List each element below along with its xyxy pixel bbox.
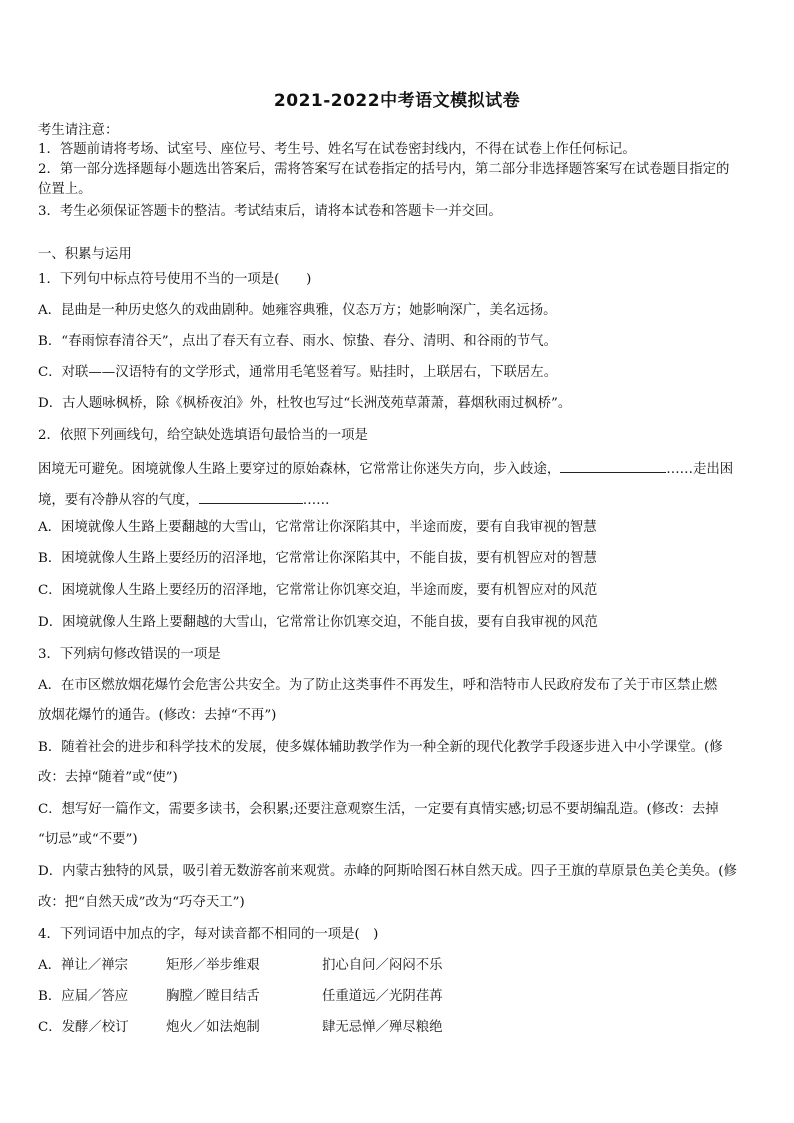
passage-line [38, 458, 760, 480]
option-c [38, 1018, 760, 1038]
answer-blank[interactable] [560, 458, 666, 473]
question-stem: 3．下列病句修改错误的一项是 [38, 647, 221, 662]
option-c-cont: “切忌”或“不要”) [38, 832, 138, 847]
option-c: C．想写好一篇作文，需要多读书，会积累;还要注意观察生活，一定要有真情实感;切忌不要胡编乱造。(修改：去掉 [38, 802, 719, 817]
question-stem: 1．下列句中标点符号使用不当的一项是( ) [38, 272, 312, 287]
notice-item: 2．第一部分选择题每小题选出答案后，需将答案写在试卷指定的括号内，第二部分非选择题答案写在试卷题目指定的 [38, 162, 730, 177]
option-a [38, 956, 760, 976]
passage-text: ……走出困 [666, 462, 734, 477]
option-a: A．困境就像人生路上要翻越的大雪山，它常常让你深陷其中，半途而废，要有自我审视的智慧 [38, 520, 597, 535]
passage-text: …… [302, 493, 330, 508]
option-d: D．古人题咏枫桥，除《枫桥夜泊》外，杜牧也写过“长洲茂苑草萧萧，暮烟秋雨过枫桥”。 [38, 396, 572, 411]
word-pair: C．发酵／校订 [38, 1020, 129, 1035]
option-a-cont: 放烟花爆竹的通告。(修改：去掉“不再”) [38, 708, 277, 723]
notice-heading: 考生请注意： [38, 123, 119, 138]
notice-item: 位置上。 [38, 182, 92, 197]
notice-item: 3．考生必须保证答题卡的整洁。考试结束后，请将本试卷和答题卡一并交回。 [38, 204, 502, 219]
question-stem: 2．依照下列画线句，给空缺处选填语句最恰当的一项是 [38, 428, 368, 443]
word-pair: 肆无忌惮／殚尽粮绝 [322, 1020, 443, 1035]
option-b-cont: 改：去掉“随着”或“使”) [38, 770, 178, 785]
answer-blank[interactable] [199, 489, 303, 504]
option-c: C．困境就像人生路上要经历的沼泽地，它常常让你饥寒交迫，半途而废，要有机智应对的风范 [38, 583, 598, 598]
word-pair: 扪心自问／闷闷不乐 [322, 958, 443, 973]
passage-line [38, 489, 760, 511]
word-pair: 任重道远／光阴荏苒 [322, 989, 443, 1004]
word-pair: A．禅让／禅宗 [38, 958, 129, 973]
option-d-cont: 改：把“自然天成”改为“巧夺天工”) [38, 895, 245, 910]
option-a: A．昆曲是一种历史悠久的戏曲剧种。她雍容典雅，仪态万方；她影响深广，美名远扬。 [38, 303, 557, 318]
option-a: A．在市区燃放烟花爆竹会危害公共安全。为了防止这类事件不再发生，呼和浩特市人民政府发布了关于市区禁止燃 [38, 678, 718, 693]
option-b: B．“春雨惊春清谷天”，点出了春天有立春、雨水、惊蛰、春分、清明、和谷雨的节气。 [38, 334, 557, 349]
passage-text: 境，要有冷静从容的气度， [38, 493, 199, 508]
section-heading: 一、积累与运用 [38, 247, 132, 262]
option-b [38, 987, 760, 1007]
word-pair: 炮火／如法炮制 [166, 1020, 260, 1035]
option-b: B．随着社会的进步和科学技术的发展，使多媒体辅助教学作为一种全新的现代化教学手段逐步进入中小学课堂。(修 [38, 740, 723, 755]
word-pair: 胸膛／瞠目结舌 [166, 989, 260, 1004]
option-d: D．内蒙古独特的风景，吸引着无数游客前来观赏。赤峰的阿斯哈图石林自然天成。四子王旗的草原景色美仑美奂。(修 [38, 864, 737, 879]
page-title: 2021-2022中考语文模拟试卷 [273, 91, 521, 111]
question-stem: 4．下列词语中加点的字，每对读音都不相同的一项是( ) [38, 927, 379, 942]
word-pair: B．应届／答应 [38, 989, 129, 1004]
option-d: D．困境就像人生路上要翻越的大雪山，它常常让你饥寒交迫，不能自拔，要有自我审视的风范 [38, 615, 598, 630]
word-pair: 矩形／举步维艰 [166, 958, 260, 973]
notice-item: 1．答题前请将考场、试室号、座位号、考生号、姓名写在试卷密封线内，不得在试卷上作任何标记。 [38, 142, 636, 157]
option-c: C．对联——汉语特有的文学形式，通常用毛笔竖着写。贴挂时，上联居右，下联居左。 [38, 365, 558, 380]
option-b: B．困境就像人生路上要经历的沼泽地，它常常让你深陷其中，不能自拔，要有机智应对的智慧 [38, 551, 597, 566]
passage-text: 困境无可避免。困境就像人生路上要穿过的原始森林，它常常让你迷失方向，步入歧途， [38, 462, 561, 477]
